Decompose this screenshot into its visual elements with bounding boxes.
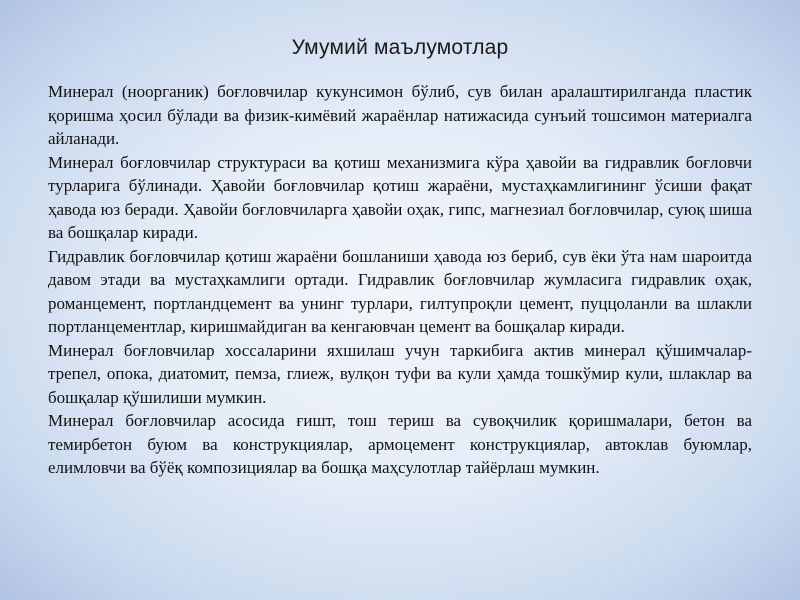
paragraph-mineral-binders-definition: Минерал (ноорганик) боғловчилар кукунсимон бўлиб, сув билан аралаштирилганда пластик қоришма ҳосил бўлади ва физик-кимёвий жараёнлар натижасида сунъий тошсимон материалга айланади.: [48, 82, 752, 148]
paragraph-binder-classification: Минерал боғловчилар структураси ва қотиш механизмига кўра ҳавойи ва гидравлик боғловчи турларига бўлинади. Ҳавойи боғловчилар қотиш жараёни, мустаҳкамлигининг ўсиши фақат ҳавода юз беради. Ҳавойи боғловчиларга ҳавойи оҳак, гипс, магнезиал боғловчилар, суюқ шиша ва бошқалар киради.: [48, 152, 752, 242]
paragraph-hydraulic-binders: Гидравлик боғловчилар қотиш жараёни бошланиши ҳавода юз бериб, сув ёки ўта нам шароитда давом этади ва мустаҳкамлиги ортади. Гидравлик боғловчилар жумласига гидравлик оҳак, романцемент, портландцемент ва унинг турлари, гилтупроқли цемент, пуццоланли ва шлакли портланцементлар, киришмайдиган ва кенгаювчан цемент ва бошқалар киради.: [48, 246, 752, 336]
paragraph-products: Минерал боғловчилар асосида ғишт, тош териш ва сувоқчилик қоришмалари, бетон ва темирбетон буюм ва конструкциялар, армоцемент конструкциялар, автоклав буюмлар, елимловчи ва бўёқ композициялар ва бошқа маҳсулотлар тайёрлаш мумкин.: [48, 411, 752, 477]
slide-body: [48, 80, 752, 480]
paragraph-active-additives: Минерал боғловчилар хоссаларини яхшилаш учун таркибига актив минерал қўшимчалар-трепел, опока, диатомит, пемза, глиеж, вулқон туфи ва кули ҳамда тошкўмир кули, шлаклар ва бошқалар қўшилиши мумкин.: [48, 340, 752, 407]
slide-title: Умумий маълумотлар: [291, 36, 509, 59]
